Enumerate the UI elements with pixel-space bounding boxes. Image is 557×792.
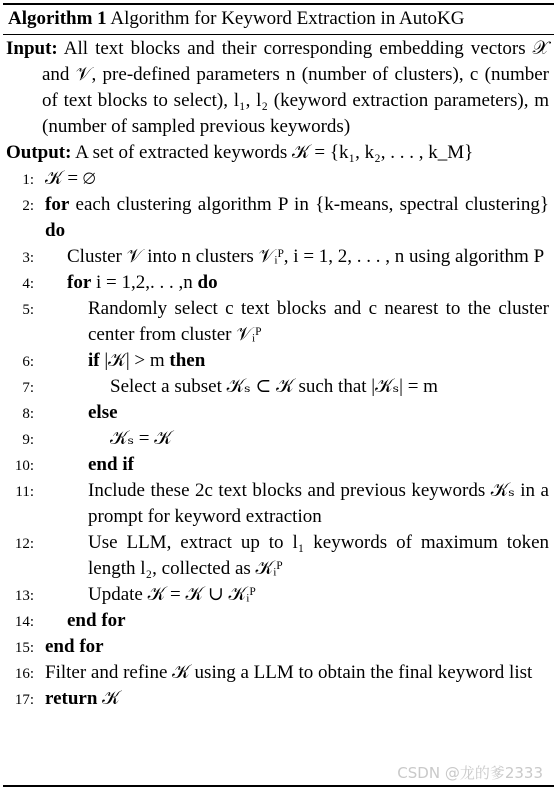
output-keyword: Output: (6, 142, 72, 163)
do-keyword: do (45, 220, 66, 241)
step-13 (6, 582, 549, 608)
do-keyword: do (197, 272, 218, 293)
step-8 (6, 400, 549, 426)
step-9 (6, 426, 549, 452)
line-number: 9: (22, 432, 34, 448)
step-14 (6, 608, 549, 634)
line-number: 2: (22, 198, 34, 214)
end-if-keyword: end if (88, 454, 134, 475)
step-3 (6, 244, 549, 270)
top-rule (3, 3, 554, 5)
step-10 (6, 452, 549, 478)
else-keyword: else (88, 402, 118, 423)
line-number: 15: (14, 640, 34, 656)
line-number: 4: (22, 276, 34, 292)
end-for-keyword: end for (67, 610, 126, 631)
line-number: 17: (14, 692, 34, 708)
for-keyword: for (67, 272, 92, 293)
step-text: 𝒦 = ∅ (45, 168, 96, 189)
then-keyword: then (169, 350, 206, 371)
step-17 (6, 686, 549, 712)
line-number: 6: (22, 354, 34, 370)
line-number: 7: (22, 380, 34, 396)
line-number: 14: (14, 614, 34, 630)
step-text: Use LLM, extract up to l₁ keywords of maximum token length l₂, collected as 𝒦ᵢᴾ (88, 532, 549, 579)
algorithm-label: Algorithm 1 (8, 8, 107, 29)
step-text: Randomly select c text blocks and c nearest to the cluster center from cluster 𝒱ᵢᴾ (88, 298, 549, 345)
algorithm-title: Algorithm for Keyword Extraction in AutoKG (110, 8, 465, 29)
line-number: 10: (14, 458, 34, 474)
algorithm-box (3, 3, 554, 787)
step-4 (6, 270, 549, 296)
line-number: 8: (22, 406, 34, 422)
line-number: 16: (14, 666, 34, 682)
step-1 (6, 166, 549, 192)
output-block (6, 140, 549, 166)
line-number: 1: (22, 172, 34, 188)
watermark: CSDN @龙的爹2333 (397, 764, 543, 782)
step-text: Filter and refine 𝒦 using a LLM to obtain the final keyword list (45, 662, 533, 683)
algorithm-caption (8, 8, 464, 30)
for-keyword: for (45, 194, 70, 215)
if-keyword: if (88, 350, 100, 371)
step-12 (6, 530, 549, 582)
line-number: 3: (22, 250, 34, 266)
caption-rule (3, 34, 554, 35)
step-text: |𝒦| > m (104, 350, 165, 371)
step-text: each clustering algorithm P in {k-means, spectral clustering} (75, 194, 549, 215)
input-keyword: Input: (6, 38, 58, 59)
bottom-rule (3, 785, 554, 787)
algorithm-body (6, 36, 549, 712)
step-text: Include these 2c text blocks and previous keywords 𝒦ₛ in a prompt for keyword extraction (88, 480, 549, 527)
output-text: A set of extracted keywords 𝒦 = {k₁, k₂, . . . , k_M} (75, 142, 474, 163)
step-text: i = 1,2,. . . ,n (96, 272, 193, 293)
end-for-keyword: end for (45, 636, 104, 657)
step-5 (6, 296, 549, 348)
step-15 (6, 634, 549, 660)
step-7 (6, 374, 549, 400)
step-text: Update 𝒦 = 𝒦 ∪ 𝒦ᵢᴾ (88, 584, 256, 605)
line-number: 5: (22, 302, 34, 318)
step-text: 𝒦ₛ = 𝒦 (110, 428, 172, 449)
step-2 (6, 192, 549, 244)
input-block (6, 36, 549, 140)
line-number: 11: (15, 484, 34, 500)
step-text: Cluster 𝒱 into n clusters 𝒱ᵢᴾ, i = 1, 2, . . . , n using algorithm P (67, 246, 545, 267)
return-keyword: return (45, 688, 98, 709)
step-16 (6, 660, 549, 686)
step-text: 𝒦 (102, 688, 120, 709)
line-number: 13: (14, 588, 34, 604)
step-11 (6, 478, 549, 530)
input-text: All text blocks and their corresponding embedding vectors 𝒳 and 𝒱, pre-defined parameters n (number of clusters), c (number of text blocks to select), l₁, l₂ (keyword extraction parameters), m (number of sampled previous keywords) (42, 38, 550, 137)
line-number: 12: (14, 536, 34, 552)
step-text: Select a subset 𝒦ₛ ⊂ 𝒦 such that |𝒦ₛ| = m (110, 376, 438, 397)
step-6 (6, 348, 549, 374)
